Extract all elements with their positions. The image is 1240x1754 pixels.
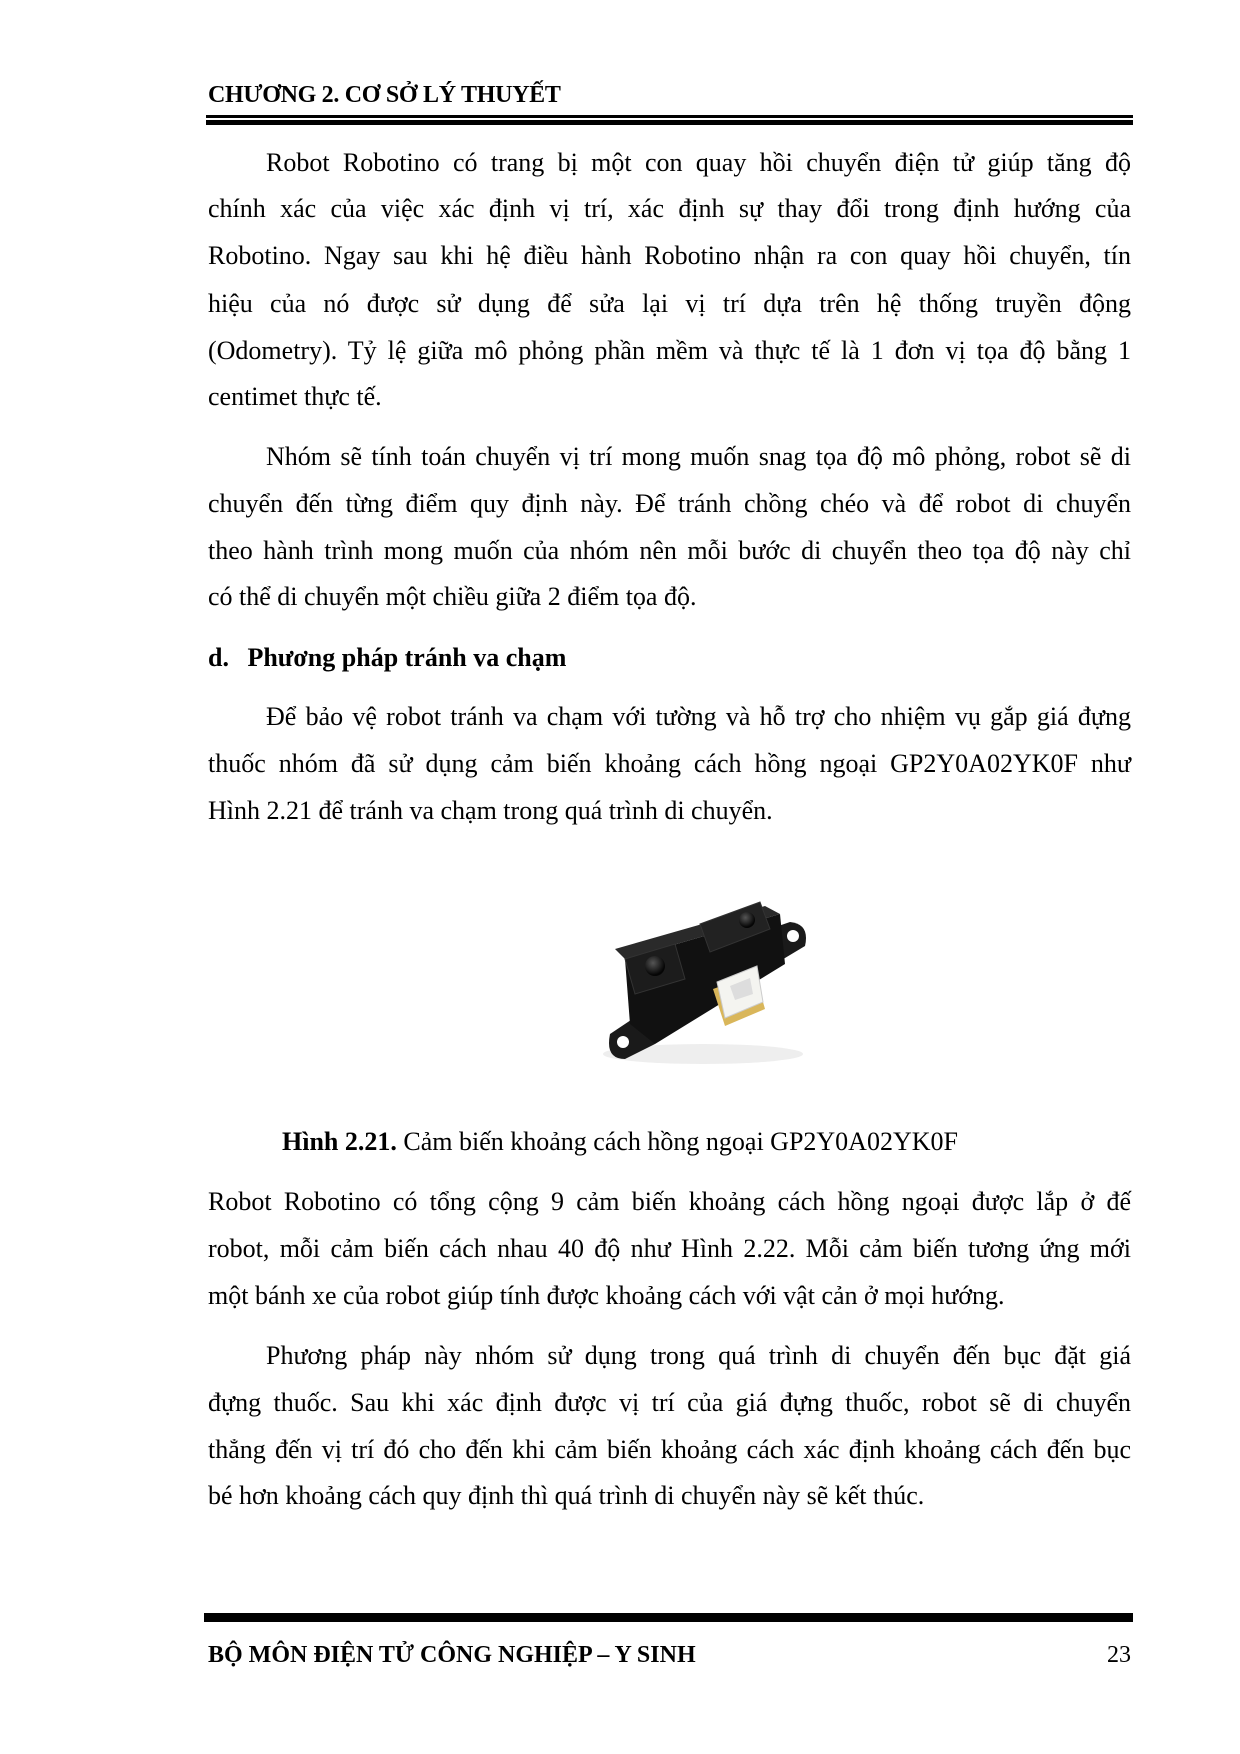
- header-rule-thin: [206, 115, 1133, 118]
- paragraph-line: Robot Robotino có tổng cộng 9 cảm biến khoảng cách hồng ngoại được lắp ở đế: [208, 1187, 1131, 1216]
- chapter-header: CHƯƠNG 2. CƠ SỞ LÝ THUYẾT: [208, 82, 561, 108]
- paragraph-line: Nhóm sẽ tính toán chuyển vị trí mong muốn snag tọa độ mô phỏng, robot sẽ di: [266, 442, 1131, 471]
- figure-caption-text: Cảm biến khoảng cách hồng ngoại GP2Y0A02YK0F: [403, 1127, 958, 1156]
- paragraph-line: bé hơn khoảng cách quy định thì quá trình di chuyển này sẽ kết thúc.: [208, 1481, 925, 1510]
- paragraph-line: có thể di chuyển một chiều giữa 2 điểm tọa độ.: [208, 582, 697, 611]
- paragraph-line: robot, mỗi cảm biến cách nhau 40 độ như Hình 2.22. Mỗi cảm biến tương ứng mới: [208, 1234, 1131, 1263]
- paragraph-line: (Odometry). Tỷ lệ giữa mô phỏng phần mềm và thực tế là 1 đơn vị tọa độ bằng 1: [208, 336, 1131, 365]
- paragraph-line: Phương pháp này nhóm sử dụng trong quá trình di chuyển đến bục đặt giá: [266, 1341, 1131, 1370]
- paragraph-line: Hình 2.21 để tránh va chạm trong quá trình di chuyển.: [208, 796, 773, 825]
- figure-caption: [0, 1118, 1240, 1165]
- paragraph-line: theo hành trình mong muốn của nhóm nên mỗi bước di chuyển theo tọa độ này chỉ: [208, 536, 1131, 565]
- footer-department: BỘ MÔN ĐIỆN TỬ CÔNG NGHIỆP – Y SINH: [208, 1642, 696, 1668]
- paragraph-line: centimet thực tế.: [208, 382, 382, 411]
- paragraph-line: hiệu của nó được sử dụng để sửa lại vị trí dựa trên hệ thống truyền động: [208, 289, 1131, 318]
- paragraph-line: một bánh xe của robot giúp tính được khoảng cách với vật cản ở mọi hướng.: [208, 1281, 1005, 1310]
- sensor-image: [585, 894, 821, 1074]
- paragraph-line: Để bảo vệ robot tránh va chạm với tường và hỗ trợ cho nhiệm vụ gắp giá đựng: [266, 702, 1131, 731]
- section-number: d.: [208, 643, 229, 672]
- footer-rule: [204, 1613, 1133, 1622]
- header-rule-thick: [206, 120, 1133, 125]
- paragraph-line: chính xác của việc xác định vị trí, xác định sự thay đổi trong định hướng của: [208, 194, 1131, 223]
- paragraph-line: thẳng đến vị trí đó cho đến khi cảm biến khoảng cách xác định khoảng cách đến bục: [208, 1435, 1131, 1464]
- paragraph-line: thuốc nhóm đã sử dụng cảm biến khoảng cách hồng ngoại GP2Y0A02YK0F như: [208, 749, 1131, 778]
- paragraph-line: Robotino. Ngay sau khi hệ điều hành Robotino nhận ra con quay hồi chuyển, tín: [208, 241, 1131, 270]
- paragraph-line: Robot Robotino có trang bị một con quay hồi chuyển điện tử giúp tăng độ: [266, 148, 1131, 177]
- page-number: 23: [1107, 1642, 1131, 1668]
- section-title: Phương pháp tránh va chạm: [247, 643, 567, 672]
- figure-label: Hình 2.21.: [282, 1127, 397, 1156]
- section-heading: [208, 634, 566, 681]
- paragraph-line: chuyển đến từng điểm quy định này. Để tránh chồng chéo và để robot di chuyển: [208, 489, 1131, 518]
- paragraph-line: đựng thuốc. Sau khi xác định được vị trí của giá đựng thuốc, robot sẽ di chuyển: [208, 1388, 1131, 1417]
